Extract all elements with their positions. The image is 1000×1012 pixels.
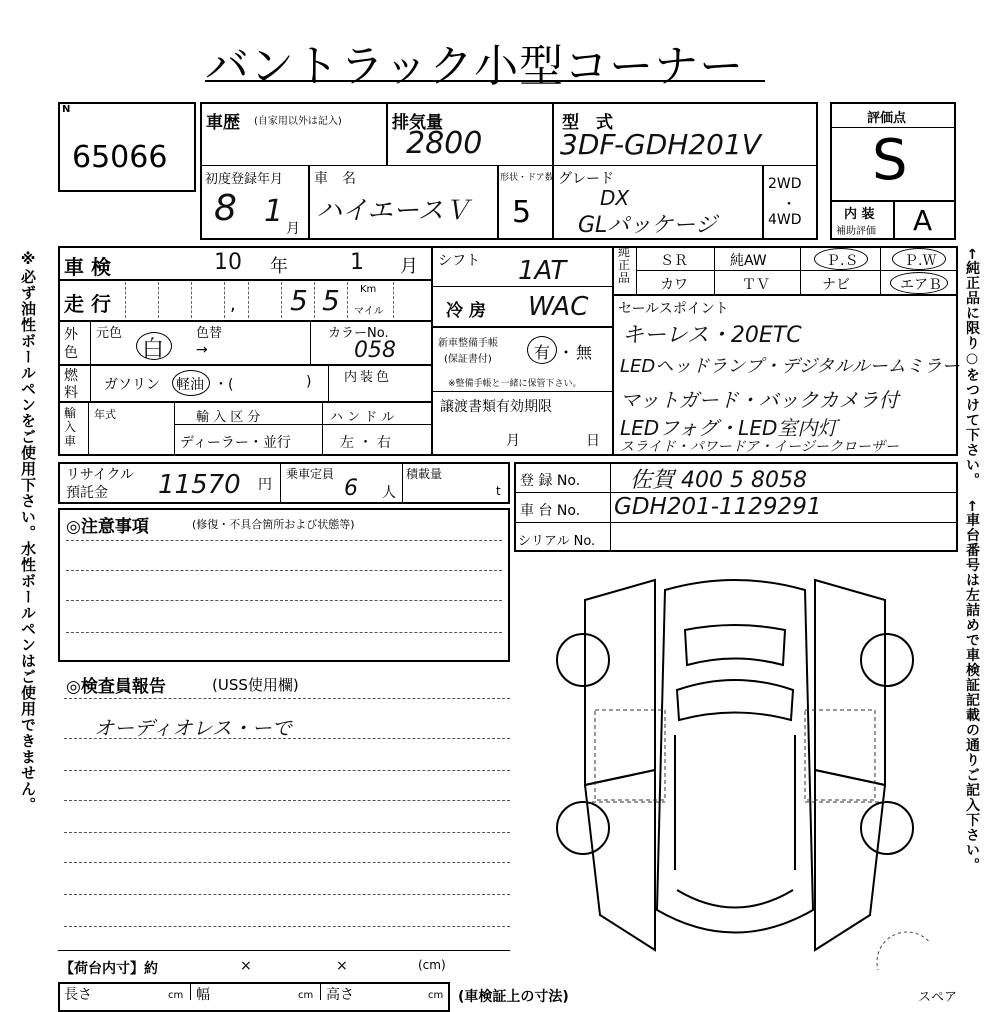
serial-label: シリアル No.: [518, 534, 596, 549]
load-unit: t: [496, 484, 501, 498]
import-class-value: ディーラー・並行: [180, 435, 291, 451]
mileage-digit-hundreds: 5: [322, 284, 340, 317]
inspector-text: オーディオレス・ーで: [94, 716, 292, 740]
handle-label: ハ ン ド ル: [330, 410, 395, 425]
equip-label: 純正品: [618, 245, 631, 285]
aircon-value: WAC: [528, 292, 589, 322]
manual-yes: 有: [534, 343, 551, 362]
shaken-month-unit: 月: [400, 256, 418, 277]
manual-sub: (保証書付): [444, 354, 492, 365]
fuel-label: 燃料: [64, 368, 78, 401]
color-no-label: カラーNo.: [328, 326, 389, 341]
dims-note: (車検証上の寸法): [458, 989, 569, 1005]
equip-leather: カワ: [660, 277, 688, 293]
score-label: 評価点: [867, 111, 907, 126]
page-title: バントラック小型コーナー: [205, 41, 745, 92]
spare-tire: [877, 932, 930, 970]
recycle-label-1: リサイクル: [66, 467, 135, 483]
history-sub: (自家用以外は記入): [254, 116, 342, 127]
equip-navi: ナビ: [822, 277, 850, 293]
first-reg-label: 初度登録年月: [205, 172, 284, 187]
wheel-front-right: [861, 634, 913, 686]
chassis-value: GDH201-1129291: [614, 494, 822, 520]
manual-note: ※整備手帳と一緒に保管下さい。: [448, 379, 582, 389]
drive-dot: ・: [782, 197, 796, 213]
mileage-digit-thousands: 5: [290, 284, 308, 317]
transfer-day: 日: [586, 433, 600, 449]
shaken-month: 1: [350, 250, 364, 275]
cargo-unit: (cm): [418, 958, 446, 972]
manual-no: 無: [576, 343, 593, 362]
sales-point-line-3: マットガード・バックカメラ付: [620, 388, 899, 412]
shaken-year: 10: [214, 250, 242, 275]
chassis-label: 車 台 No.: [520, 503, 581, 519]
wheel-rear-right: [861, 802, 913, 854]
displacement-value: 2800: [406, 126, 483, 161]
orig-color-circle: [136, 332, 172, 360]
recycle-unit: 円: [258, 477, 272, 493]
title-underline: [205, 80, 765, 82]
manual-yes-circle: [527, 336, 557, 364]
equip-ps-circle: [814, 248, 868, 270]
dims-length: 長さ: [64, 987, 92, 1003]
mileage-unit-km: Km: [360, 284, 377, 295]
shift-value: 1AT: [518, 256, 567, 286]
transfer-label: 譲渡書類有効期限: [440, 399, 552, 415]
fuel-diesel: 軽油: [176, 377, 204, 393]
inspector-sub: (USS使用欄): [212, 676, 299, 694]
displacement-label: 排気量: [392, 113, 443, 133]
dims-box: [58, 982, 450, 1012]
drive-2wd: 2WD: [768, 176, 802, 192]
dims-height-unit: cm: [428, 990, 444, 1001]
equip-sr: ＳＲ: [660, 253, 688, 269]
lot-number: 65066: [72, 140, 168, 175]
dims-height: 高さ: [326, 987, 354, 1003]
cargo-label: 【荷台内寸】約: [60, 961, 158, 977]
left-margin-note: ※必ず油性ボールペンをご使用下さい。水性ボールペンはご使用できません。: [19, 250, 37, 813]
interior-score-label2: 補助評価: [836, 226, 876, 237]
dims-width-unit: cm: [298, 990, 314, 1001]
equip-ps: Ｐ.Ｓ: [826, 253, 859, 269]
equip-airbag-circle: [890, 272, 948, 294]
drive-4wd: 4WD: [768, 212, 802, 228]
import-year-label: 年式: [94, 408, 116, 421]
aircon-label: 冷 房: [446, 301, 486, 321]
sales-point-line-1: キーレス・20ETC: [622, 323, 802, 348]
interior-score-label1: 内 装: [844, 207, 875, 222]
fuel-paren-open: ・(: [214, 377, 234, 393]
car-name-value: ハイエースＶ: [316, 196, 470, 226]
doors-value: 5: [512, 195, 532, 230]
interior-score-value: A: [913, 204, 933, 237]
equip-airbag: エアＢ: [900, 277, 942, 293]
sales-point-line-2: LEDヘッドランプ・デジタルルームミラー: [620, 356, 960, 377]
mileage-comma: ,: [230, 294, 236, 315]
equip-pw: Ｐ.Ｗ: [904, 253, 937, 269]
capacity-label: 乗車定員: [286, 467, 335, 481]
dims-width: 幅: [196, 987, 210, 1003]
capacity-unit: 人: [382, 485, 396, 501]
first-reg-month: 1: [264, 194, 284, 229]
mileage-unit-mile: マイル: [354, 306, 384, 317]
handle-value: 左 ・ 右: [340, 435, 391, 451]
transfer-month: 月: [506, 433, 520, 449]
fuel-paren-close: ): [306, 374, 312, 390]
notes-label: ◎注意事項: [66, 517, 149, 537]
model-value: 3DF-GDH201V: [560, 128, 761, 161]
shaken-label: 車 検: [64, 255, 111, 279]
orig-color-value: 白: [142, 337, 165, 362]
grade-label: グレード: [558, 171, 614, 187]
import-class-label: 輸 入 区 分: [196, 410, 261, 425]
cargo-x2: ×: [336, 958, 348, 974]
notes-sub: (修復・不具合箇所および状態等): [192, 518, 355, 531]
capacity-value: 6: [344, 476, 358, 501]
registration-label: 登 録 No.: [520, 473, 581, 489]
cargo-x1: ×: [240, 958, 252, 974]
fuel-gasoline: ガソリン: [104, 377, 160, 393]
car-name-label: 車 名: [314, 171, 356, 187]
import-label: 輸入車: [64, 406, 77, 448]
interior-color-label: 内装色: [344, 370, 393, 385]
registration-value: 佐賀 400 5 8058: [630, 468, 807, 493]
equip-tv: ＴＶ: [742, 277, 770, 293]
lot-label: N: [62, 104, 71, 115]
recycle-label-2: 預託金: [66, 485, 108, 501]
right-margin-note-2: ←車台番号は左詰めで車検証記載の通りご記入下さい。: [964, 500, 980, 873]
vehicle-diagram: [545, 570, 930, 970]
first-reg-month-unit: 月: [286, 221, 300, 237]
dims-length-unit: cm: [168, 990, 184, 1001]
mileage-label: 走 行: [64, 292, 111, 316]
history-label: 車歴: [206, 113, 240, 133]
spare-label: スペア: [918, 990, 958, 1005]
equip-pw-circle: [892, 248, 946, 270]
first-reg-year: 8: [214, 188, 237, 229]
sales-points-label: セールスポイント: [618, 301, 729, 317]
equip-aw: 純AW: [730, 253, 767, 269]
orig-color-label: 元色: [96, 326, 123, 341]
doors-label: 形状・ドア数: [500, 173, 554, 183]
shaken-year-unit: 年: [270, 256, 288, 277]
color-no-value: 058: [354, 338, 396, 363]
grade-value-1: DX: [600, 186, 630, 210]
sales-point-line-5: スライド・パワードア・イージークローザー: [620, 439, 899, 455]
model-label: 型 式: [562, 113, 613, 133]
fuel-diesel-circle: [172, 370, 210, 396]
manual-label: 新車整備手帳: [438, 338, 498, 349]
sales-point-line-4: LEDフォグ・LED室内灯: [620, 416, 838, 440]
right-margin-note-1: ←純正品に限り○をつけて下さい。: [964, 248, 980, 488]
shift-label: シフト: [438, 253, 480, 269]
change-color-label: 色替: [196, 326, 223, 341]
change-color-arrow: →: [196, 342, 208, 358]
score-value: S: [872, 128, 908, 193]
recycle-value: 11570: [158, 470, 241, 500]
load-label: 積載量: [406, 467, 443, 481]
grade-value-2: GLパッケージ: [578, 213, 717, 238]
wheel-rear-left: [557, 802, 609, 854]
inspector-label: ◎検査員報告: [66, 677, 166, 697]
exterior-label: 外色: [64, 327, 78, 361]
wheel-front-left: [557, 634, 609, 686]
manual-dot: ・: [558, 343, 575, 362]
